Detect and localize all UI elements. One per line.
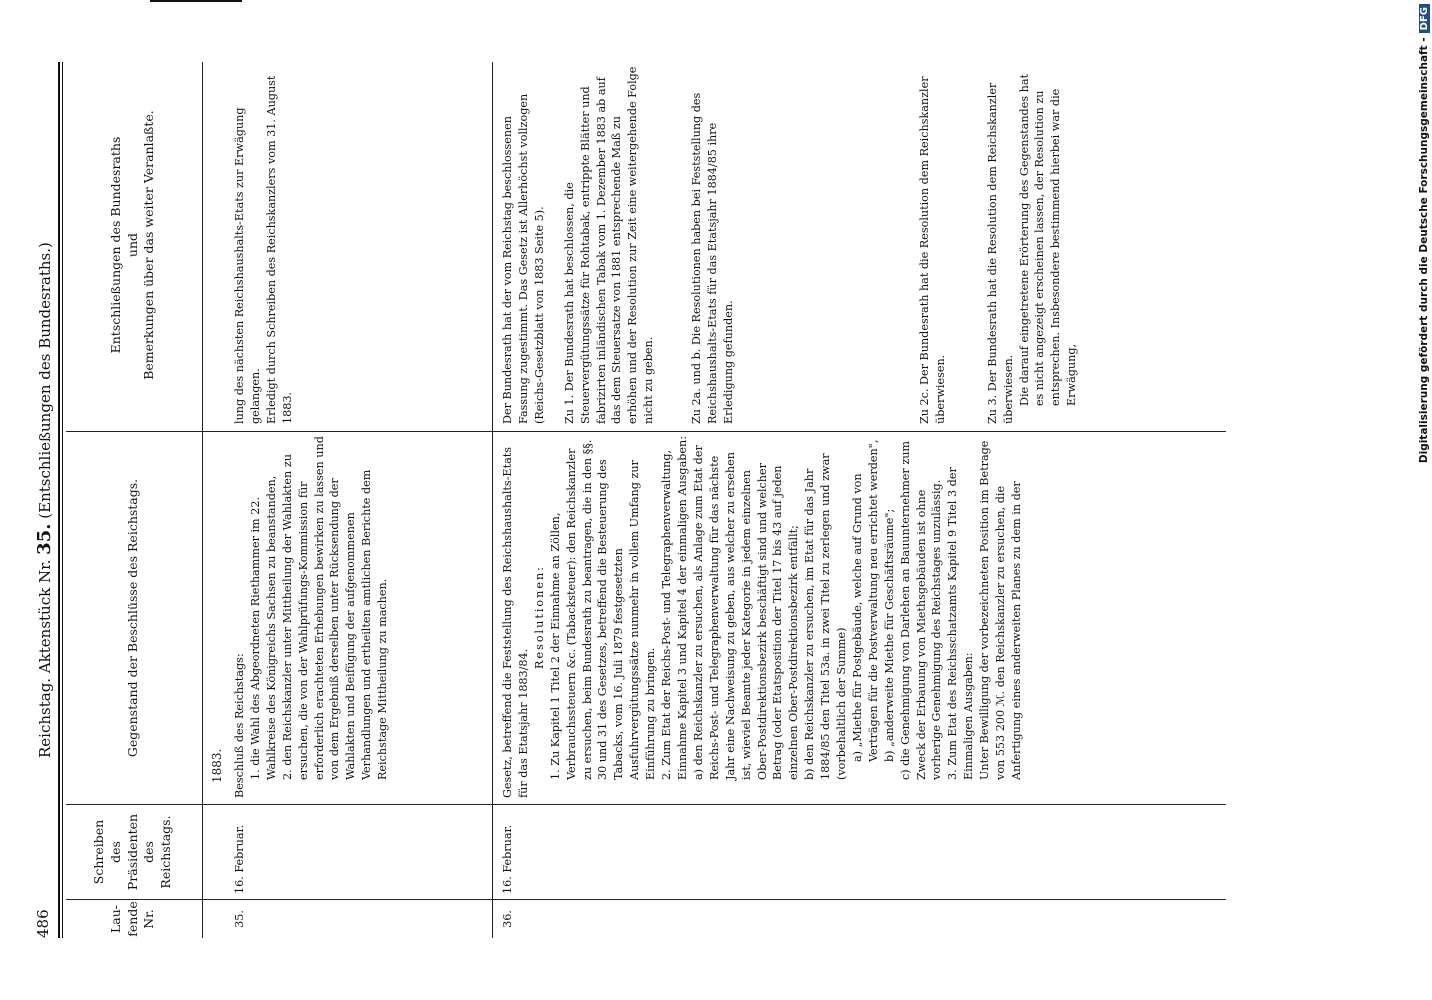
entschliessung-line: Zu 2c. Der Bundesrath hat die Resolution dem Reichskanzler überwiesen. xyxy=(917,76,947,424)
credit-text: Digitalisierung gefördert durch die Deutsche Forschungsgemeinschaft - xyxy=(1418,37,1430,464)
digitization-credit xyxy=(1418,4,1432,994)
entschliessung-line: Zu 3. Der Bundesrath hat die Resolution dem Reichskanzler überwiesen. xyxy=(985,82,1015,424)
header-separator xyxy=(202,62,203,938)
column-header-schreiben: Schreiben des Präsidenten des Reichstags. xyxy=(90,813,174,891)
entschliessung-line: Die darauf eingetretene Erörterung des Gegenstandes hat es nicht angezeigt erscheinen lassen, der Resolution zu entsprechen. Insbesondere bestimmend hierbei war die Erwägung, xyxy=(1017,73,1079,406)
entry-36-date: 16. Februar. xyxy=(501,824,514,894)
entry-36-number: 36. xyxy=(501,910,514,928)
entry-35-number: 35. xyxy=(233,910,246,928)
year-label: 1883. xyxy=(210,748,224,783)
entry-35-date: 16. Februar. xyxy=(233,824,246,894)
column-header-nr: Lau- fende Nr. xyxy=(107,901,157,937)
entschliessung-line: lung des nächsten Reichshaushalts-Etats zur Erwägung gelangen. xyxy=(233,107,262,424)
digitization-credit-text xyxy=(1418,4,1432,994)
gegenstand-line: Unter Bewilligung der vorbezeichneten Position im Betrage von 553 200 ℳ. den Reichskanzler zu ersuchen, die Anfertigung eines anderweiten Planes zu dem in der xyxy=(978,440,1023,780)
gegenstand-line: b) den Reichskanzler zu ersuchen, im Etat für das Jahr 1884/85 den Titel 53a. in zwei Titel zu zerlegen und zwar (vorbehaltlich der Summe) xyxy=(803,453,849,780)
entschliessung-line: Erledigt durch Schreiben des Reichskanzlers vom 31. August 1883. xyxy=(264,75,294,424)
gegenstand-line: a) den Reichskanzler zu ersuchen, als Anlage zum Etat der Reichs-Post- und Telegraphenverwaltung für das nächste Jahr eine Nachweisung zu geben, aus welcher zu ersehen ist, wieviel Beamte jeder Kategorie in jedem einzelnen Ober-Postdirektionsbezirk beschäftigt sind und welcher Betrag (oder Etatsposition der Titel 17 bis 43 auf jeden einzelnen Ober-Postdirektionsbezirk entfällt; xyxy=(691,445,801,780)
entry-separator xyxy=(492,62,493,938)
entry-36-entschliessung xyxy=(500,66,1080,424)
entschliessung-line: Zu 2a. und b. Die Resolutionen haben bei Feststellung des Reichshaushalts-Etats für das Etatsjahr 1884/85 ihre Erledigung gefunden. xyxy=(690,92,735,424)
column-header-entschliessungen: Entschließungen des Bundesraths und Bemerkungen über das weiter Veranlaßte. xyxy=(107,110,157,380)
gegenstand-line: 3. Zum Etat des Reichsschatzamts Kapitel 9 Titel 3 der Einmaligen Ausgaben: xyxy=(946,467,976,780)
gegenstand-line: 2. Zum Etat der Reichs-Post- und Telegraphenverwaltung, Einnahme Kapitel 3 und Kapitel 4 der einmaligen Ausgaben: xyxy=(660,435,689,780)
running-title-tail: (Entschließungen des Bundesraths.) xyxy=(36,242,54,519)
dfg-logo: DFG xyxy=(1419,4,1430,33)
gegenstand-line: b) „anderweite Miethe für Geschäftsräume"; xyxy=(882,508,896,762)
entry-35-entschliessung xyxy=(232,66,296,424)
header-rule-thin xyxy=(62,62,63,938)
entry-35-gegenstand xyxy=(232,436,391,798)
gegenstand-line: a) „Miethe für Postgebäude, welche auf Grund von Verträgen für die Postverwaltung neu errichtet werden", xyxy=(850,439,880,762)
gegenstand-line: 1. Zu Kapitel 1 Titel 2 der Einnahme an Zöllen, Verbrauchssteuern &c. (Tabacksteuer): den Reichskanzler zu ersuchen, beim Bundesrath zu beantragen, die in den §§. 30 und 31 des Gesetzes, betreffend die Besteuerung des Tabacks, vom 16. Juli 1879 festgesetzten Ausfuhrvergütungssätze nunmehr in vollem Umfang zur Einführung zu bringen. xyxy=(548,439,658,780)
gegenstand-line: 1. die Wahl des Abgeordneten Riethammer im 22. Wahlkreise des Königreichs Sachsen zu beanstanden, xyxy=(248,475,278,780)
page-header xyxy=(34,62,58,938)
running-title-text: Reichstag. Aktenstück Nr. xyxy=(36,559,54,758)
column-divider xyxy=(66,431,1226,432)
column-header-gegenstand: Gegenstand der Beschlüsse des Reichstags. xyxy=(124,478,140,758)
column-divider xyxy=(66,804,1226,805)
gegenstand-line: Beschluß des Reichstags: xyxy=(233,653,246,798)
entschliessung-line: Der Bundesrath hat der vom Reichstag beschlossenen Fassung zugestimmt. Das Gesetz ist Allerhöchst vollzogen (Reichs-Gesetzblatt von 1883 Seite 5). xyxy=(501,93,546,424)
entschliessung-line: Zu 1. Der Bundesrath hat beschlossen, die Steuervergütungssätze für Rohtabak, entrippte Blätter und fabrizirten inländischen Tabak vom 1. Dezember 1883 ab auf das dem Steuersatze von 1881 entsprechende Maß zu erhöhen und der Resolution zur Zeit eine weitergehende Folge nicht zu geben. xyxy=(562,66,656,424)
top-edge-rule xyxy=(150,0,242,2)
entry-36-gegenstand xyxy=(500,436,1025,798)
page-number: 486 xyxy=(34,909,52,938)
header-rule xyxy=(58,62,60,938)
aktenstueck-number: 35. xyxy=(34,523,55,555)
gegenstand-line: Resolutionen: xyxy=(532,565,546,669)
rotated-page xyxy=(34,62,1310,938)
gegenstand-line: c) die Genehmigung von Darlehen an Bauunternehmer zum Zweck der Erbauung von Miethsgebäuden ist ohne vorherige Genehmigung des Reichstages unzulässig. xyxy=(898,440,944,780)
running-title xyxy=(34,242,55,758)
gegenstand-line: 2. den Reichskanzler unter Mittheilung der Wahlakten zu ersuchen, die von der Wahlprüfungs-Kommission für erforderlich erachteten Erhebungen bewirken zu lassen und von dem Ergebniß derselben unter Rücksendung der Wahlakten und Beifügung der aufgenommenen Verhandlungen und ertheilten amtlichen Berichte dem Reichstage Mittheilung zu machen. xyxy=(280,436,390,780)
gegenstand-line: Gesetz, betreffend die Feststellung des Reichshaushalts-Etats für das Etatsjahr 1883/84. xyxy=(501,446,530,798)
